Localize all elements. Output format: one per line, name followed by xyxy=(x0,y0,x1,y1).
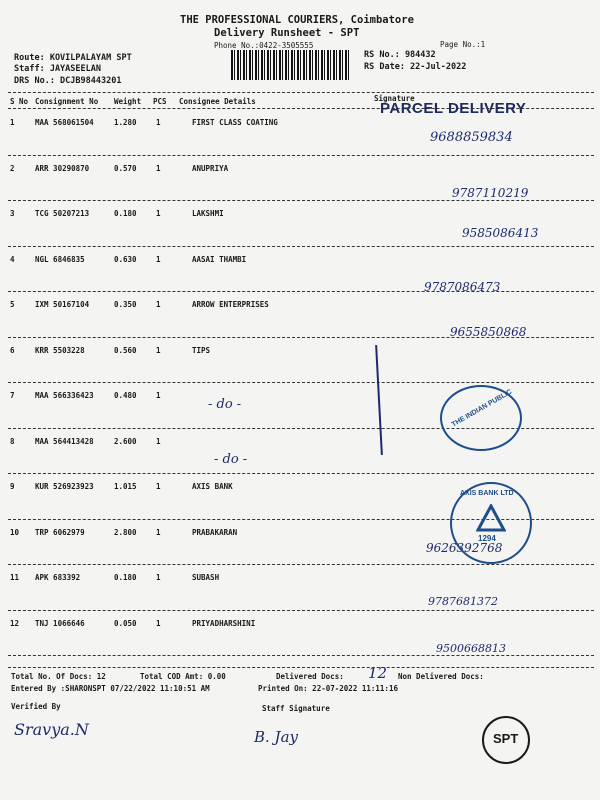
row-separator xyxy=(8,200,594,201)
row-weight: 0.180 xyxy=(114,573,137,582)
row-pcs: 1 xyxy=(156,209,161,218)
col-weight: Weight xyxy=(114,97,142,106)
row-sno: 10 xyxy=(10,527,20,537)
row-sno: 3 xyxy=(10,209,15,218)
row-consignee: PRIYADHARSHINI xyxy=(192,618,256,628)
row-consignment: KRR 5503228 xyxy=(35,345,85,355)
row-pcs: 1 xyxy=(156,482,161,491)
row-consignment: NGL 6846835 xyxy=(35,254,85,264)
delivered-docs: Delivered Docs: xyxy=(276,672,344,681)
row-sno: 5 xyxy=(10,300,15,309)
row-consignee: ARROW ENTERPRISES xyxy=(192,300,269,309)
row-handwritten-note: - do - xyxy=(208,397,242,412)
col-signature: Signature xyxy=(374,94,415,103)
row-weight: 0.180 xyxy=(114,209,137,218)
delivered-count-handwritten: 12 xyxy=(368,664,388,682)
axis-stamp-code: 1294 xyxy=(478,534,496,543)
row-pcs: 1 xyxy=(156,345,161,355)
col-pcs: PCS xyxy=(153,97,167,106)
staff-signature-label: Staff Signature xyxy=(262,704,330,713)
rs-date: RS Date: 22-Jul-2022 xyxy=(364,62,467,72)
bracket-mark xyxy=(375,345,383,455)
row-consignee: AASAI THAMBI xyxy=(192,254,247,264)
row-consignment: TCG 50207213 xyxy=(35,209,90,218)
row-sno: 7 xyxy=(10,391,15,400)
row-handwritten-note: 9655850868 xyxy=(450,325,527,339)
row-sno: 8 xyxy=(10,436,15,446)
row-weight: 0.560 xyxy=(114,345,137,355)
row-consignment: TNJ 1066646 xyxy=(35,618,85,628)
row-handwritten-note: 9688859834 xyxy=(430,130,513,145)
col-consignment: Consignment No xyxy=(35,97,99,106)
row-separator xyxy=(8,564,594,565)
row-handwritten-note: 9787110219 xyxy=(452,185,529,200)
row-sno: 4 xyxy=(10,254,15,264)
row-handwritten-note: - do - xyxy=(214,451,248,467)
row-separator xyxy=(8,246,594,247)
printed-on: Printed On: 22-07-2022 11:11:16 xyxy=(258,684,398,693)
row-separator xyxy=(8,382,594,383)
row-consignee: ANUPRIYA xyxy=(192,163,229,173)
row-consignee: SUBASH xyxy=(192,573,220,582)
row-consignment: TRP 6062979 xyxy=(35,527,85,537)
verified-by-label: Verified By xyxy=(11,702,61,711)
row-separator xyxy=(8,473,594,474)
footer-rule xyxy=(8,667,594,668)
row-sno: 6 xyxy=(10,345,15,355)
row-separator xyxy=(8,655,594,656)
sheet-title: Delivery Runsheet - SPT xyxy=(214,27,360,39)
spt-stamp-text: SPT xyxy=(493,731,519,746)
row-pcs: 1 xyxy=(156,300,161,309)
row-consignee: PRABAKARAN xyxy=(192,527,238,537)
row-weight: 0.350 xyxy=(114,300,137,309)
staff: Staff: JAYASEELAN xyxy=(14,64,101,74)
total-docs: Total No. Of Docs: 12 xyxy=(11,672,106,681)
row-pcs: 1 xyxy=(156,573,161,582)
row-weight: 0.630 xyxy=(114,254,137,264)
parcel-delivery-stamp: PARCEL DELIVERY xyxy=(380,100,527,117)
row-handwritten-note: 9585086413 xyxy=(462,226,539,240)
route: Route: KOVILPALAYAM SPT xyxy=(14,53,132,63)
row-handwritten-note: 9787086473 xyxy=(424,279,501,294)
axis-bank-stamp xyxy=(450,482,532,564)
row-weight: 0.480 xyxy=(114,391,137,400)
axis-stamp-text: AXIS BANK LTD xyxy=(460,490,514,497)
row-separator xyxy=(8,337,594,338)
row-separator xyxy=(8,610,594,611)
axis-logo-icon xyxy=(476,504,506,534)
row-consignment: IXM 50167104 xyxy=(35,300,90,309)
row-pcs: 1 xyxy=(156,436,161,446)
non-delivered-docs: Non Delivered Docs: xyxy=(398,672,484,681)
col-consignee-details: Consignee Details xyxy=(179,97,256,106)
row-consignment: ARR 30290870 xyxy=(35,163,90,173)
post-stamp-text: THE INDIAN PUBLIC xyxy=(450,388,514,429)
row-weight: 0.570 xyxy=(114,163,137,173)
row-pcs: 1 xyxy=(156,527,161,537)
row-consignee: TIPS xyxy=(192,345,211,355)
row-handwritten-note: 9787681372 xyxy=(428,595,498,608)
row-consignment: MAA 566336423 xyxy=(35,391,94,400)
row-pcs: 1 xyxy=(156,391,161,400)
row-pcs: 1 xyxy=(156,254,161,264)
row-pcs: 1 xyxy=(156,618,161,628)
row-consignee: LAKSHMI xyxy=(192,209,224,218)
row-pcs: 1 xyxy=(156,163,161,173)
row-consignee: AXIS BANK xyxy=(192,482,233,491)
drs-number: DRS No.: DCJB98443201 xyxy=(14,76,122,86)
staff-signature: B. Jay xyxy=(254,728,298,746)
row-pcs: 1 xyxy=(156,118,161,127)
row-sno: 11 xyxy=(10,573,20,582)
row-separator xyxy=(8,291,594,292)
verified-signature: Sravya.N xyxy=(14,720,89,739)
barcode xyxy=(231,50,349,80)
row-sno: 12 xyxy=(10,618,20,628)
row-consignment: KUR 526923923 xyxy=(35,482,94,491)
row-consignee: FIRST CLASS COATING xyxy=(192,118,278,127)
post-stamp xyxy=(440,385,522,451)
entered-by: Entered By :SHARONSPT 07/22/2022 11:10:51 AM xyxy=(11,684,210,693)
row-weight: 0.050 xyxy=(114,618,137,628)
row-separator xyxy=(8,155,594,156)
row-consignment: MAA 564413428 xyxy=(35,436,94,446)
row-consignment: APK 683392 xyxy=(35,573,81,582)
row-consignment: MAA 568061504 xyxy=(35,118,94,127)
row-weight: 2.800 xyxy=(114,527,137,537)
row-sno: 9 xyxy=(10,482,15,491)
row-weight: 2.600 xyxy=(114,436,137,446)
page-number: Page No.:1 xyxy=(440,40,486,49)
row-handwritten-note: 9626392768 xyxy=(426,540,503,555)
company-name: THE PROFESSIONAL COURIERS, Coimbatore xyxy=(180,14,414,26)
total-cod: Total COD Amt: 0.00 xyxy=(140,672,226,681)
spt-stamp xyxy=(482,716,530,764)
rs-number: RS No.: 984432 xyxy=(364,50,436,60)
phone-number: Phone No.:0422-3505555 xyxy=(214,41,314,50)
row-weight: 1.015 xyxy=(114,482,137,491)
header-top-rule xyxy=(8,92,594,93)
row-sno: 1 xyxy=(10,118,15,127)
row-weight: 1.280 xyxy=(114,118,137,127)
row-sno: 2 xyxy=(10,163,15,173)
row-handwritten-note: 9500668813 xyxy=(436,641,506,655)
col-sno: S No xyxy=(10,97,29,106)
